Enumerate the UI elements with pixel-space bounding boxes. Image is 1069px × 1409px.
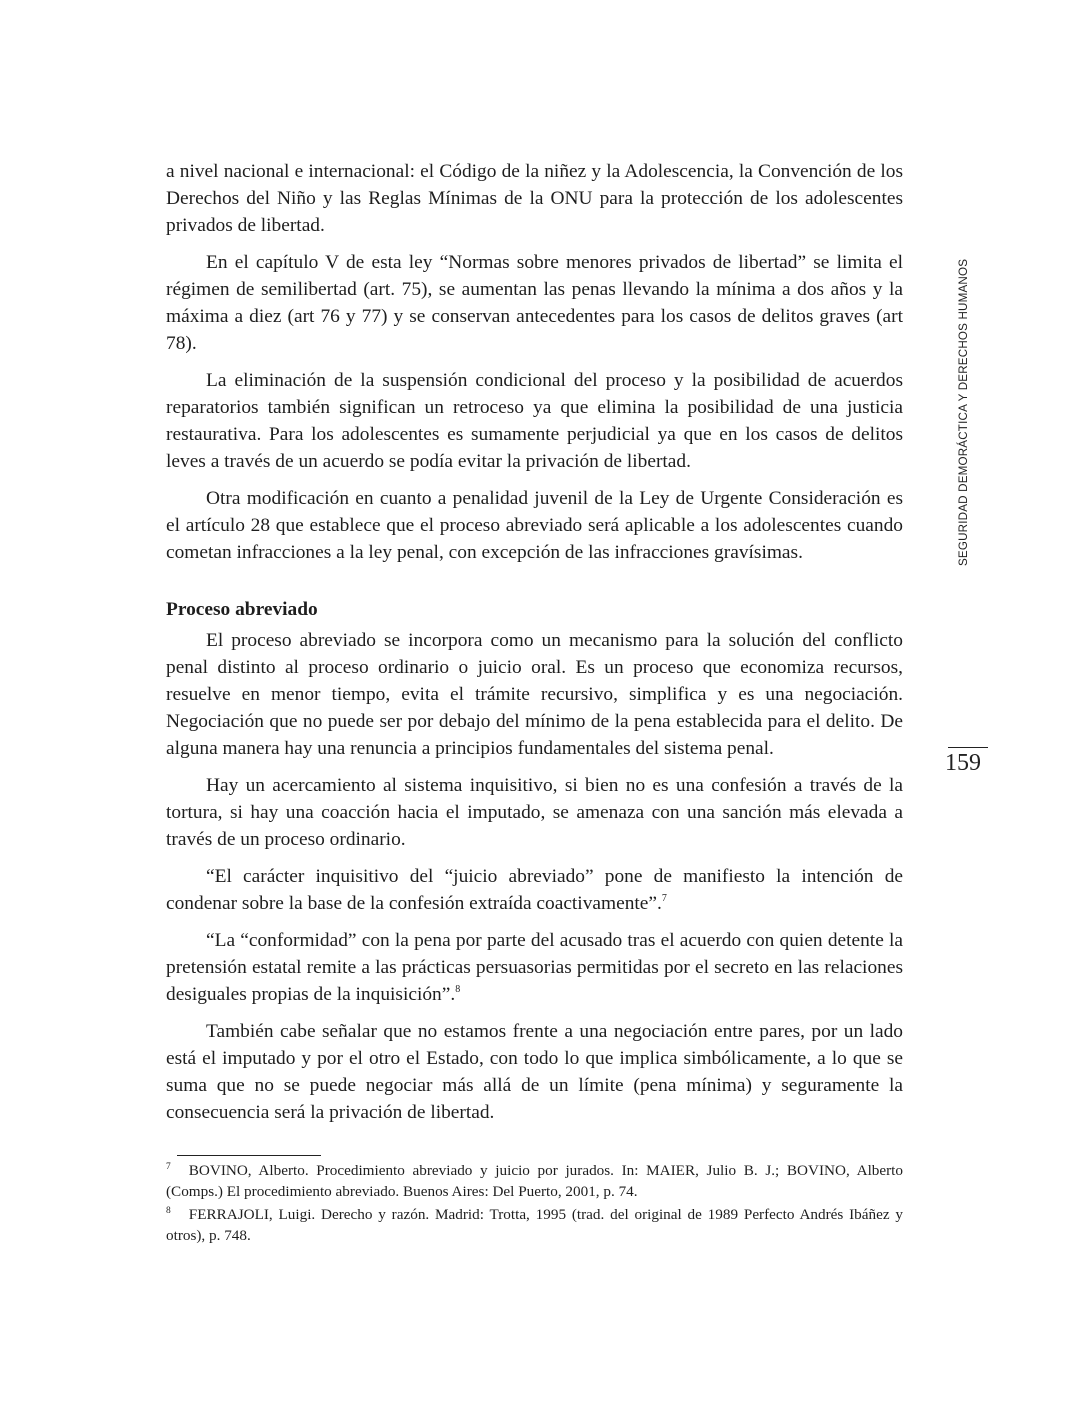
footnote-text: FERRAJOLI, Luigi. Derecho y razón. Madrid: Trotta, 1995 (trad. del original de 1989 Perfecto Andrés Ibáñez y otros), p. 748. — [166, 1206, 903, 1244]
page-number: 159 — [945, 750, 981, 776]
paragraph: El proceso abreviado se incorpora como un mecanismo para la solución del conflicto penal distinto al proceso ordinario o juicio oral. Es un proceso que economiza recursos, resuelve en menor tiempo, evita el trámite recursivo, simplifica y es una negociación. Negociación que no puede ser por debajo del mínimo de la pena establecida para el delito. De alguna manera hay una renuncia a principios fundamentales del sistema penal. — [166, 630, 903, 759]
quote-paragraph — [166, 863, 903, 917]
paragraph: a nivel nacional e internacional: el Código de la niñez y la Adolescencia, la Convención de los Derechos del Niño y las Reglas Mínimas de la ONU para la protección de los adolescentes privados de libertad. — [166, 161, 903, 236]
footnote-text: BOVINO, Alberto. Procedimiento abreviado y juicio por jurados. In: MAIER, Julio B. J.; BOVINO, Alberto (Comps.) El procedimiento abreviado. Buenos Aires: Del Puerto, 2001, p. 74. — [166, 1162, 903, 1200]
quote-text: “La “conformidad” con la pena por parte del acusado tras el acuerdo con quien detente la pretensión estatal remite a las prácticas persuasorias permitidas por el secreto en las relaciones desiguales propias de la inquisición”. — [166, 930, 903, 1005]
paragraph: Hay un acercamiento al sistema inquisitivo, si bien no es una confesión a través de la tortura, si hay una coacción hacia el imputado, se amenaza con una sanción más elevada a través de un proceso ordinario. — [166, 775, 903, 850]
body-text — [166, 158, 903, 1136]
paragraph: Otra modificación en cuanto a penalidad juvenil de la Ley de Urgente Consideración es el artículo 28 que establece que el proceso abreviado será aplicable a los adolescentes cuando cometan infracciones a la ley penal, con excepción de las infracciones gravísimas. — [166, 488, 903, 563]
paragraph: La eliminación de la suspensión condicional del proceso y la posibilidad de acuerdos reparatorios también significan un retroceso ya que elimina la posibilidad de una justicia restaurativa. Para los adolescentes es sumamente perjudicial ya que en los casos de delitos leves a través de un acuerdo se podía evitar la privación de libertad. — [166, 370, 903, 472]
footnote — [166, 1160, 903, 1202]
quote-paragraph — [166, 927, 903, 1008]
footnote-number: 8 — [166, 1206, 171, 1216]
footnote-ref: 7 — [661, 893, 667, 904]
footnote-divider — [177, 1155, 321, 1156]
paragraph: En el capítulo V de esta ley “Normas sobre menores privados de libertad” se limita el régimen de semilibertad (art. 75), se aumentan las penas llevando la mínima a dos años y la máxima a diez (art 76 y 77) y se conservan antecedentes para los casos de delitos graves (art 78). — [166, 252, 903, 354]
paragraph: También cabe señalar que no estamos frente a una negociación entre pares, por un lado está el imputado y por el otro el Estado, con todo lo que implica simbólicamente, a lo que se suma que no se puede negociar más allá de un límite (pena mínima) y seguramente la consecuencia será la privación de libertad. — [166, 1021, 903, 1123]
footnotes — [166, 1160, 903, 1248]
footnote-ref: 8 — [455, 984, 461, 995]
section-heading: Proceso abreviado — [166, 599, 318, 620]
quote-text: “El carácter inquisitivo del “juicio abreviado” pone de manifiesto la intención de condenar sobre la base de la confesión extraída coactivamente”. — [166, 866, 903, 914]
running-title: SEGURIDAD DEMORÁCTICA Y DERECHOS HUMANOS — [957, 258, 970, 566]
footnote-number: 7 — [166, 1162, 171, 1172]
footnote — [166, 1204, 903, 1246]
